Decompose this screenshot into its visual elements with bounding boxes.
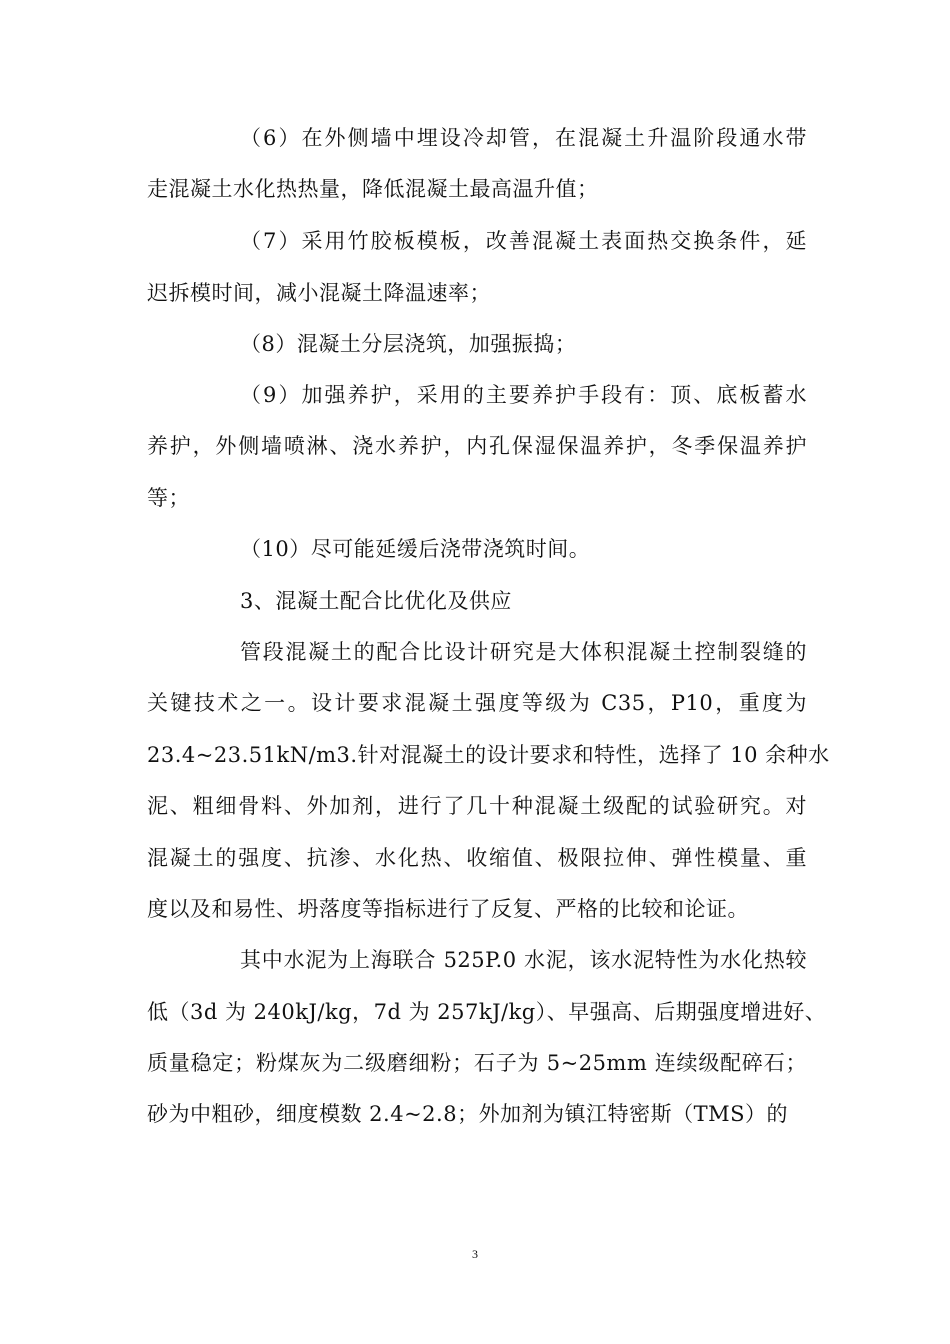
- paragraph-line: 度以及和易性、坍落度等指标进行了反复、严格的比较和论证。: [147, 897, 749, 921]
- paragraph-line: （9）加强养护，采用的主要养护手段有：顶、底板蓄水: [240, 383, 807, 407]
- paragraph-line: 其中水泥为上海联合 525P.0 水泥，该水泥特性为水化热较: [240, 948, 807, 972]
- paragraph-line: 低（3d 为 240kJ/kg，7d 为 257kJ/kg）、早强高、后期强度增进好、: [147, 1000, 827, 1024]
- paragraph-line: 走混凝土水化热热量，降低混凝土最高温升值；: [147, 177, 599, 201]
- paragraph-line: 管段混凝土的配合比设计研究是大体积混凝土控制裂缝的: [240, 640, 807, 664]
- section-heading: 3、混凝土配合比优化及供应: [240, 589, 512, 613]
- paragraph-line: 23.4~23.51kN/m3.针对混凝土的设计要求和特性，选择了 10 余种水: [147, 743, 830, 767]
- paragraph-line: 等；: [147, 486, 190, 510]
- paragraph-line: （10）尽可能延缓后浇带浇筑时间。: [240, 537, 591, 561]
- paragraph-line: 迟拆模时间，减小混凝土降温速率；: [147, 281, 491, 305]
- paragraph-line: 养护，外侧墙喷淋、浇水养护，内孔保湿保温养护，冬季保温养护: [147, 434, 807, 458]
- page-number: 3: [472, 1247, 478, 1261]
- paragraph-line: （7）采用竹胶板模板，改善混凝土表面热交换条件，延: [240, 229, 807, 253]
- paragraph-line: 关键技术之一。设计要求混凝土强度等级为 C35，P10，重度为: [147, 691, 807, 715]
- paragraph-line: （6）在外侧墙中埋设冷却管，在混凝土升温阶段通水带: [240, 126, 807, 150]
- paragraph-line: 混凝土的强度、抗渗、水化热、收缩值、极限拉伸、弹性模量、重: [147, 846, 807, 870]
- paragraph-line: 砂为中粗砂，细度模数 2.4~2.8；外加剂为镇江特密斯（TMS）的: [147, 1102, 788, 1126]
- paragraph-line: 泥、粗细骨料、外加剂，进行了几十种混凝土级配的试验研究。对: [147, 794, 807, 818]
- paragraph-line: （8）混凝土分层浇筑，加强振捣；: [240, 332, 577, 356]
- paragraph-line: 质量稳定；粉煤灰为二级磨细粉；石子为 5~25mm 连续级配碎石；: [147, 1051, 807, 1075]
